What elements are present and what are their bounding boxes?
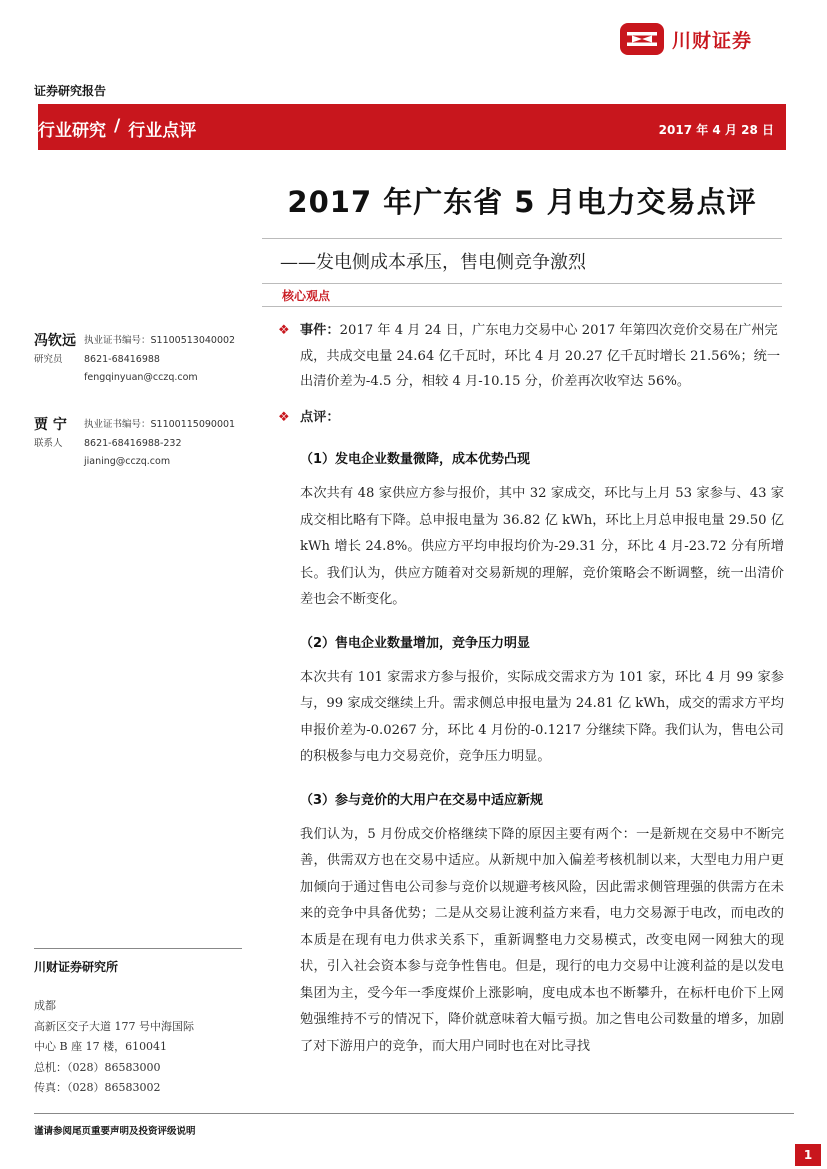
event-lead: 事件：: [300, 323, 340, 338]
contact-cert: 执业证书编号：S1100115090001: [84, 419, 236, 430]
event-text: 2017 年 4 月 24 日，广东电力交易中心 2017 年第四次竞价交易在广州完成，共成交电量 24.64 亿千瓦时，环比 4 月 20.27 亿千瓦时增长 21.56%；统一出清价差为-4.5 分，相较 4 月-10.15 分，价差再次收窄达 56%。: [300, 323, 781, 389]
contact-name: 贾 宁: [34, 417, 67, 433]
analyst-name: 冯钦远: [34, 333, 76, 349]
analyst-role: 研究员: [34, 354, 63, 365]
section-text: 本次共有 101 家需求方参与报价，实际成交需求方为 101 家，环比 4 月 99 家参与，99 家成交继续上升。需求侧总申报电量为 24.81 亿 kWh，成交的需求方平均申报价差为-0.0267 分，环比 4 月份的-0.1217 分继续下降。我们认为，售电公司的积极参与电力交易竞价，竞争压力明显。: [300, 669, 784, 764]
contact-info: [34, 416, 254, 470]
analyst-card: [34, 332, 254, 386]
analyst-phone: 8621-68416988: [84, 354, 160, 365]
address-line: 传真：（028）86583002: [34, 1081, 161, 1094]
banner-category: 行业研究: [38, 121, 106, 141]
banner-category-group: [38, 116, 196, 141]
review-paragraph: [274, 405, 784, 431]
contact-role: 联系人: [34, 438, 63, 449]
subtitle-divider: [262, 283, 782, 284]
contact-phone: 8621-68416988-232: [84, 438, 182, 449]
banner-subcategory: 行业点评: [128, 121, 197, 141]
diamond-bullet-icon: ❖: [278, 409, 290, 425]
brand-logo-icon: [618, 22, 666, 56]
analyst-info: [34, 332, 254, 386]
core-view-label: 核心观点: [282, 289, 331, 303]
main-content: [274, 318, 784, 1060]
analyst-email[interactable]: fengqinyuan@cczq.com: [84, 372, 198, 383]
section-text: 本次共有 48 家供应方参与报价，其中 32 家成交，环比与上月 53 家参与、43 家成交相比略有下降。总申报电量为 36.82 亿 kWh，环比上月总申报电量 29.50 亿 kWh 增长 24.8%。供应方平均申报均价为-29.31 分，环比 4 月-23.72 分有所增长。我们认为，供应方随着对交易新规的理解，竞价策略会不断调整，统一出清价差也会不断变化。: [300, 486, 784, 607]
review-lead: 点评：: [300, 409, 340, 425]
address-line: 中心 B 座 17 楼，610041: [34, 1040, 168, 1053]
address-line: 高新区交子大道 177 号中海国际: [34, 1019, 194, 1033]
title-divider: [262, 238, 782, 239]
address-line: 总机：（028）86583000: [34, 1060, 161, 1074]
brand-logo: [618, 22, 752, 56]
section-text: 我们认为，5 月份成交价格继续下降的原因主要有两个：一是新规在交易中不断完善，供需双方也在交易中适应。从新规中加入偏差考核机制以来，大型电力用户更加倾向于通过售电公司参与竞价以规避考核风险，因此需求侧管理强的供需方在未来的竞争中具备优势；二是从交易让渡利益方来看，电力交易源于电改，而电改的本质是在现有电力供求关系下，重新调整电力交易模式，改变电网一网独大的现状，引入社会资本参与竞争性售电。但是，现行的电力交易中让渡利益的是以发电集团为主，受今年一季度煤价上涨影响，度电成本也不断攀升，在标杆电价下上网勉强维持不亏的情况下，降价就意味着大幅亏损。加之售电公司数量的增多，加剧了对下游用户的竞争，而大用户同时也在对比寻找: [300, 826, 784, 1054]
institute-address: [34, 996, 194, 1099]
report-subtitle: ——发电侧成本承压，售电侧竞争激烈: [280, 252, 586, 273]
document-type: 证券研究报告: [34, 84, 107, 98]
institute-divider: [34, 948, 242, 949]
section-heading: （1）发电企业数量微降，成本优势凸现: [300, 452, 531, 467]
page-number: 1: [795, 1144, 821, 1166]
footer-divider: [34, 1113, 794, 1114]
banner-separator: /: [114, 116, 121, 136]
header-banner: [38, 104, 786, 150]
brand-name: 川财证券: [672, 29, 753, 52]
diamond-bullet-icon: ❖: [278, 323, 290, 338]
report-date: 2017 年 4 月 28 日: [658, 123, 774, 137]
address-line: 成都: [34, 999, 56, 1012]
contact-card: [34, 416, 254, 470]
section-heading: （3）参与竞价的大用户在交易中适应新规: [300, 792, 544, 808]
analyst-cert: 执业证书编号：S1100513040002: [84, 335, 236, 346]
footer-disclaimer: 谨请参阅尾页重要声明及投资评级说明: [34, 1126, 196, 1137]
institute-name: 川财证券研究所: [34, 960, 119, 974]
event-paragraph: [274, 318, 784, 395]
report-title: 2017 年广东省 5 月电力交易点评: [287, 185, 757, 219]
core-view-divider: [262, 306, 782, 307]
section-heading: （2）售电企业数量增加，竞争压力明显: [300, 635, 531, 651]
contact-email[interactable]: jianing@cczq.com: [84, 456, 171, 467]
